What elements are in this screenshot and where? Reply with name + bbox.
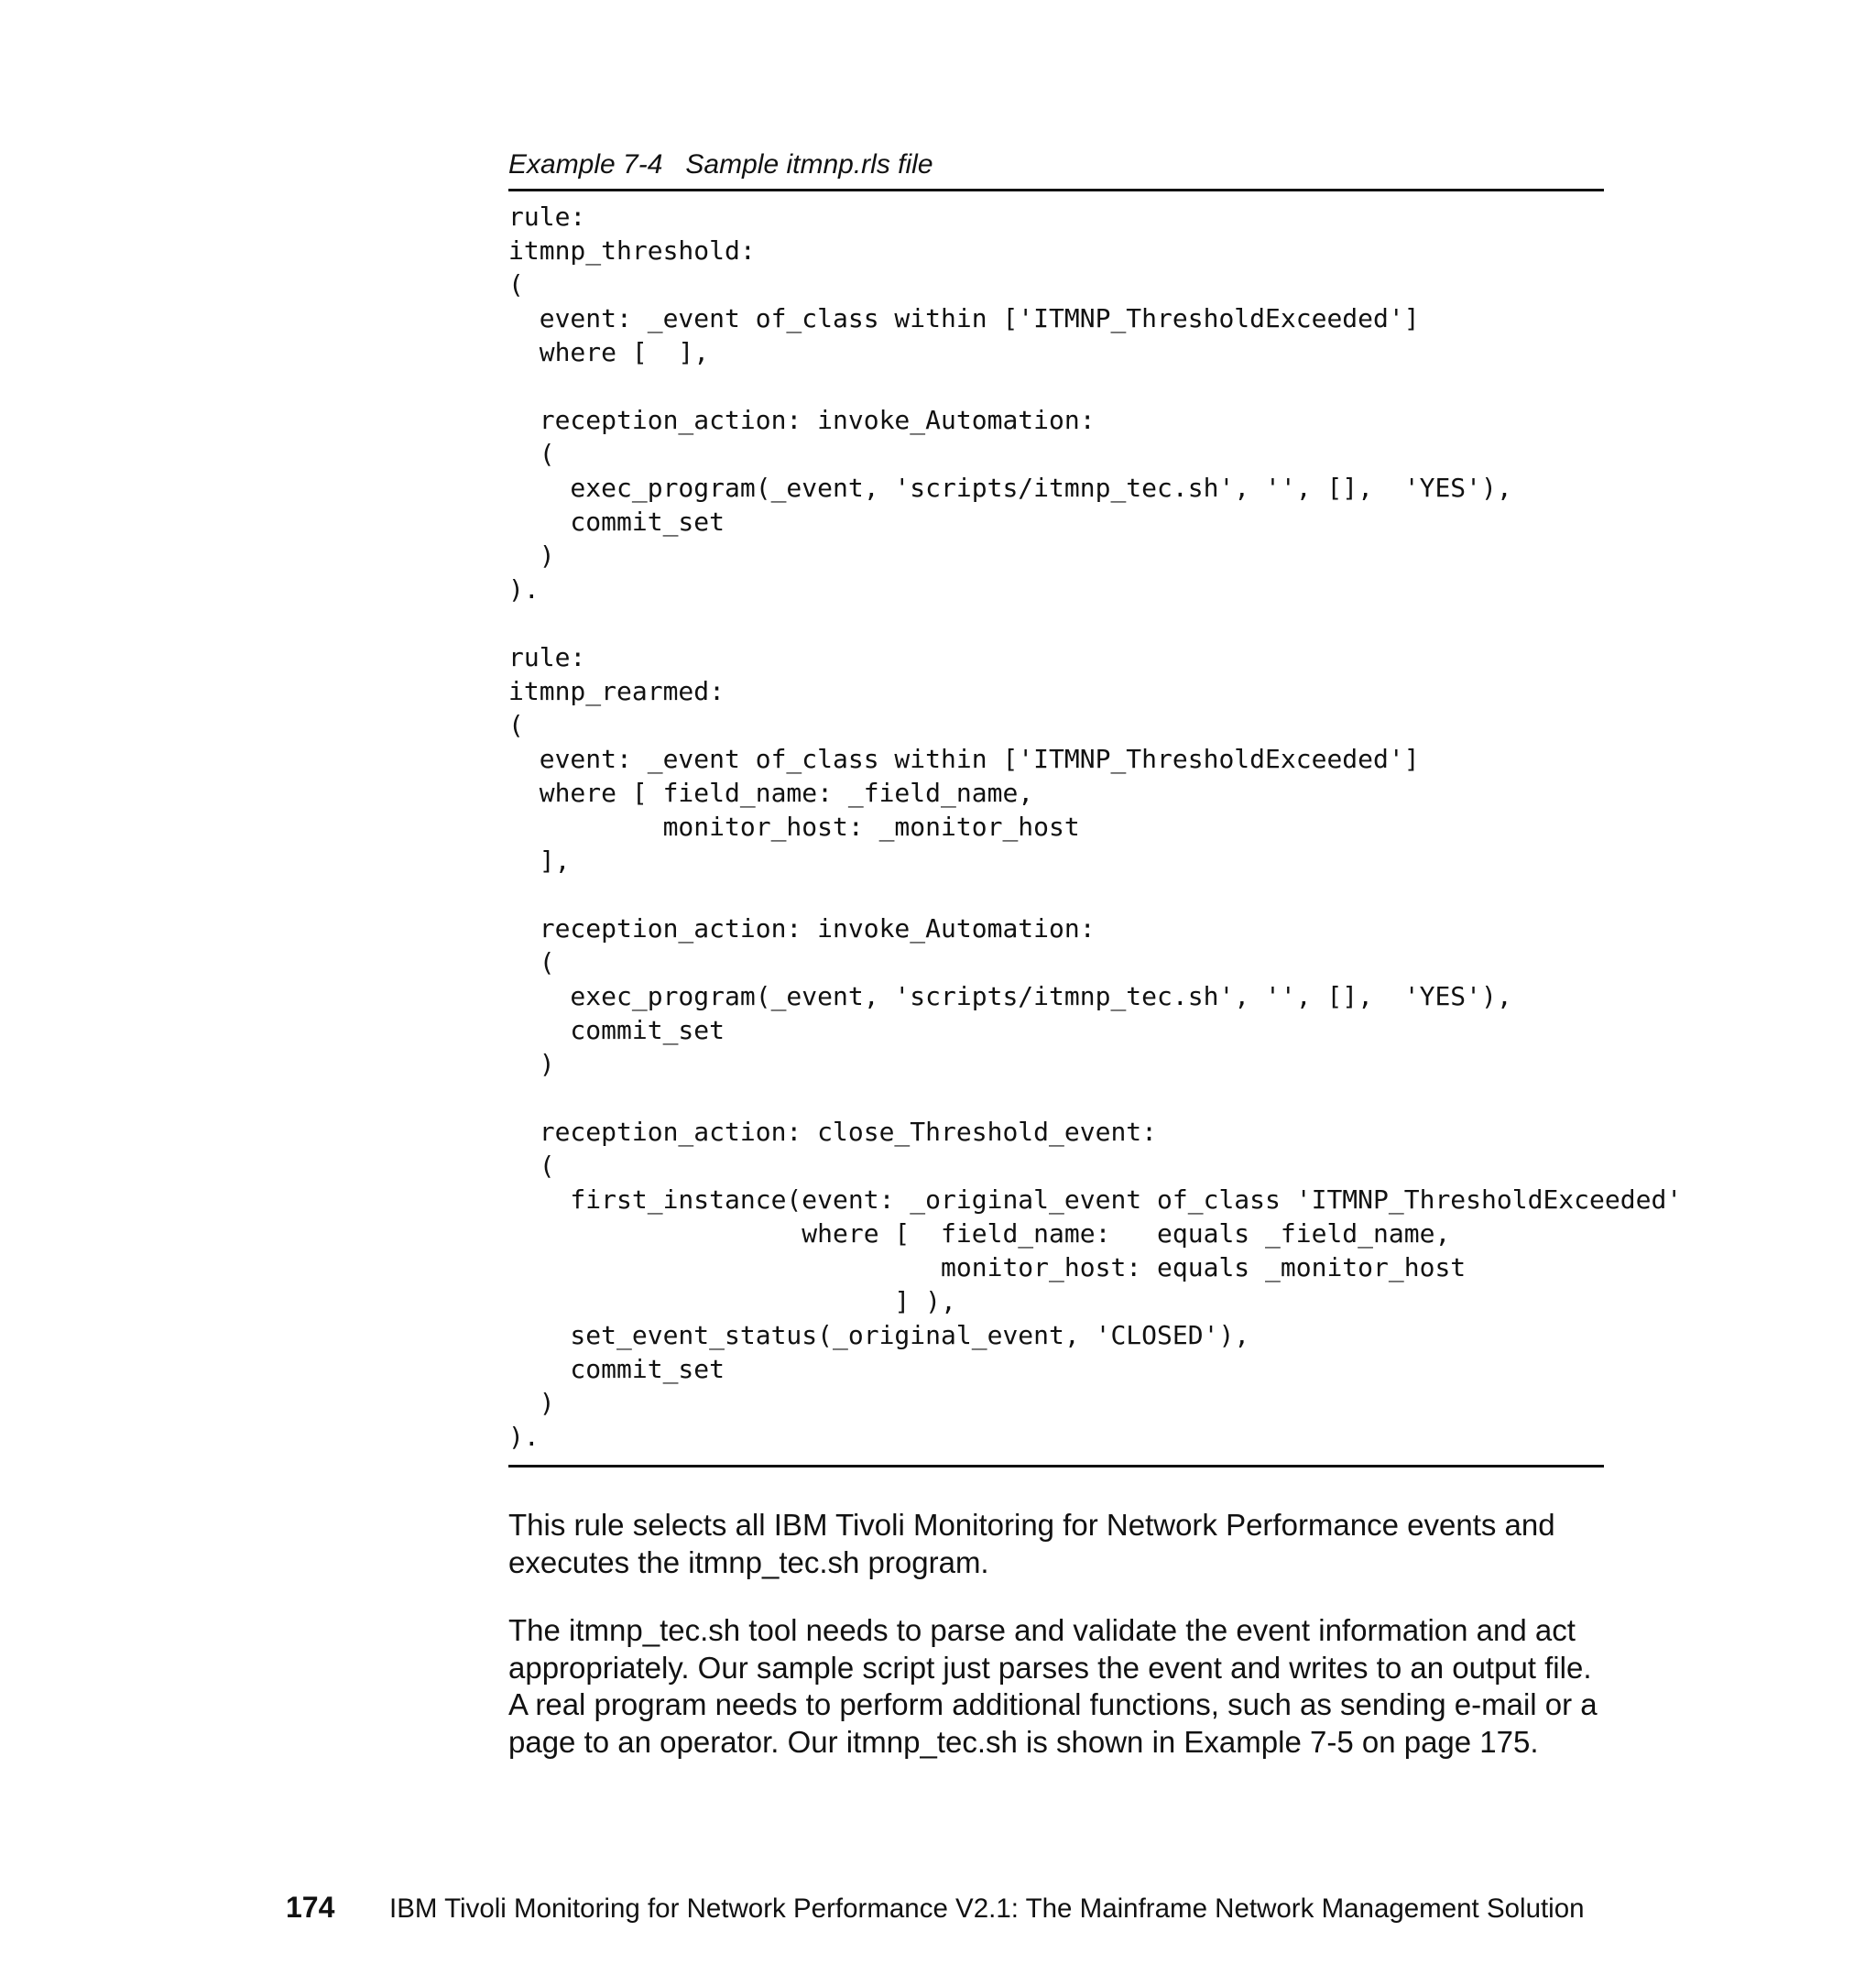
example-top-rule — [508, 189, 1604, 191]
code-line: where [ ], — [508, 337, 710, 367]
code-line: ). — [508, 574, 540, 605]
code-line: ( — [508, 439, 555, 469]
footer-book-title: IBM Tivoli Monitoring for Network Performance V2.1: The Mainframe Network Management Solution — [389, 1893, 1585, 1924]
body-paragraph: The itmnp_tec.sh tool needs to parse and validate the event information and act appropriately. Our sample script just parses the event and writes to an output file. A real program needs to perform additional functions, such as sending e-mail or a page to an operator. Our itmnp_tec.sh is shown in Example 7-5 on page 175. — [508, 1613, 1598, 1759]
code-line: ( — [508, 1151, 555, 1181]
code-line: ) — [508, 1049, 555, 1079]
code-line: commit_set — [508, 1015, 725, 1045]
code-line: itmnp_threshold: — [508, 235, 756, 266]
code-line: rule: — [508, 642, 586, 672]
code-line: ( — [508, 947, 555, 977]
code-line: reception_action: invoke_Automation: — [508, 405, 1096, 435]
code-listing — [508, 200, 1682, 1454]
code-line: where [ field_name: _field_name, — [508, 778, 1034, 808]
code-line: reception_action: invoke_Automation: — [508, 913, 1096, 944]
code-line — [508, 369, 1682, 403]
code-line: commit_set — [508, 507, 725, 537]
code-line — [508, 606, 1682, 640]
code-line: monitor_host: equals _monitor_host — [508, 1252, 1467, 1282]
code-line: reception_action: close_Threshold_event: — [508, 1117, 1158, 1147]
code-line: set_event_status(_original_event, 'CLOSED'), — [508, 1320, 1250, 1350]
example-bottom-rule — [508, 1465, 1604, 1468]
code-line: monitor_host: _monitor_host — [508, 812, 1080, 842]
code-line: where [ field_name: equals _field_name, — [508, 1218, 1451, 1249]
code-line: ) — [508, 540, 555, 571]
page-number: 174 — [286, 1891, 335, 1924]
example-caption: Example 7-4 Sample itmnp.rls file — [508, 149, 933, 180]
code-line: itmnp_rearmed: — [508, 676, 725, 706]
code-line: exec_program(_event, 'scripts/itmnp_tec.sh', '', [], 'YES'), — [508, 981, 1512, 1011]
code-line: event: _event of_class within ['ITMNP_ThresholdExceeded'] — [508, 303, 1420, 333]
code-line: exec_program(_event, 'scripts/itmnp_tec.sh', '', [], 'YES'), — [508, 473, 1512, 503]
code-line — [508, 878, 1682, 911]
code-line: commit_set — [508, 1354, 725, 1384]
code-line: first_instance(event: _original_event of_class 'ITMNP_ThresholdExceeded' — [508, 1184, 1683, 1215]
code-line: ) — [508, 1388, 555, 1418]
code-line: ( — [508, 710, 524, 740]
code-line — [508, 1081, 1682, 1115]
code-line: ). — [508, 1422, 540, 1452]
code-line: ] ), — [508, 1286, 956, 1316]
code-line: ( — [508, 269, 524, 300]
code-line: ], — [508, 846, 571, 876]
code-line: rule: — [508, 202, 586, 232]
body-paragraph: This rule selects all IBM Tivoli Monitoring for Network Performance events and executes the itmnp_tec.sh program. — [508, 1508, 1555, 1579]
code-line: event: _event of_class within ['ITMNP_ThresholdExceeded'] — [508, 744, 1420, 774]
